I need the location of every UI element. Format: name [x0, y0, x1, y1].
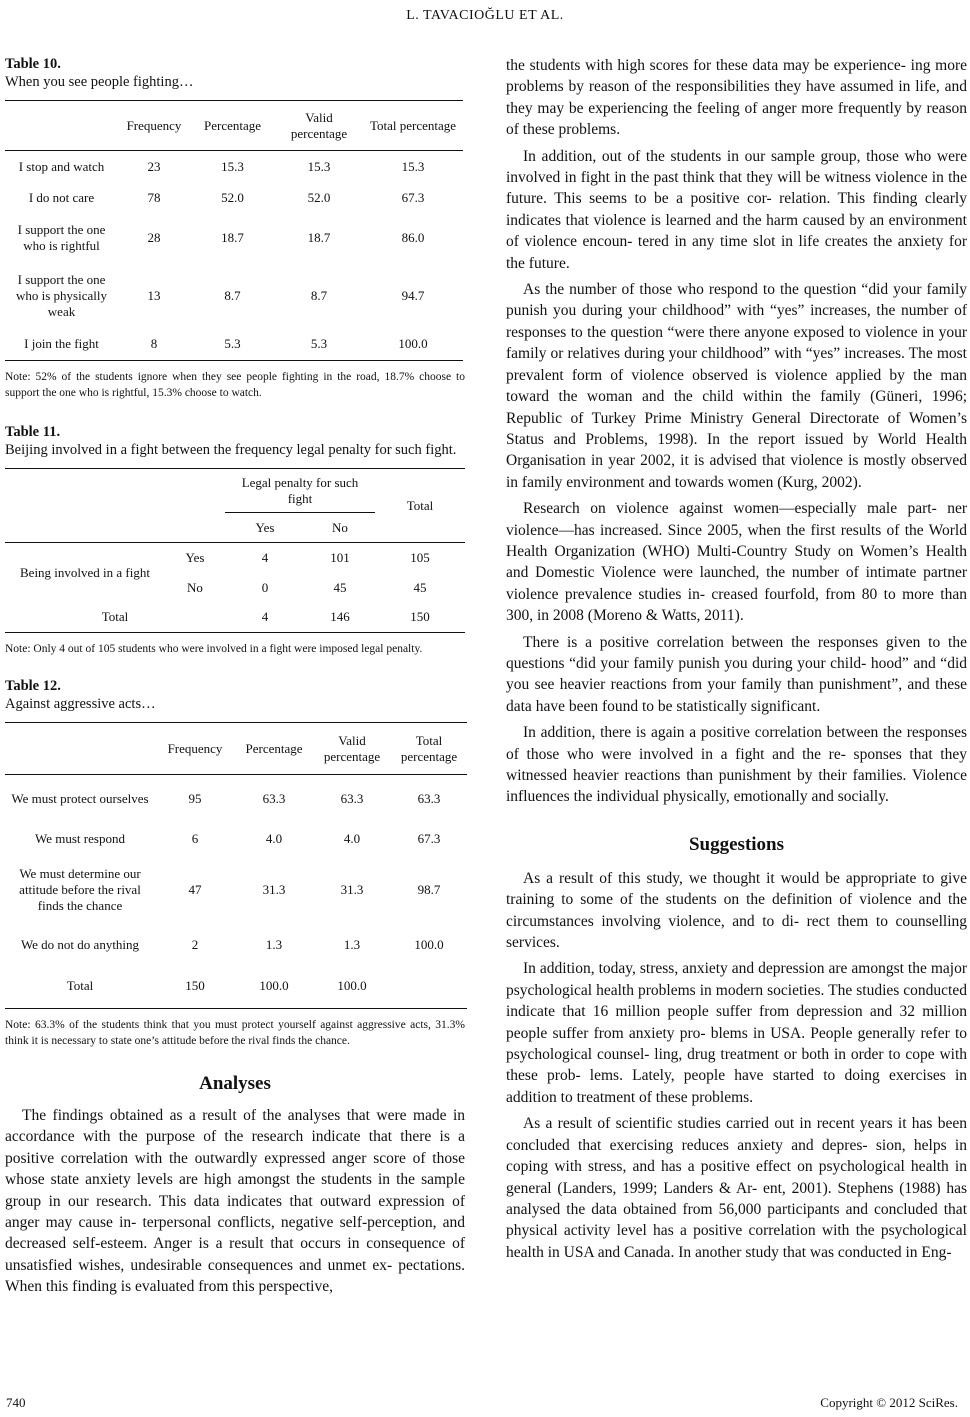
analyses-paragraph: The findings obtained as a result of the analyses that were made in accordance with the purpose of the research indicate that there is a positive correlation with the outwardly expressed anger score of those whose state anxiety levels are high amongst the students in the sample group in our research. This data indicates that outward expression of anger may cause in- terpersonal conflicts, negative self-perception, and decreased self-esteem. Anger is a result that occurs in consequence of unsatisfied wishes, undesirable consequences and unmet ex- pectations. When this finding is evaluated from this perspective,	[5, 1107, 465, 1296]
row-label: We must respond	[35, 830, 125, 846]
table-cell: 47	[188, 881, 202, 897]
table-cell: 8.7	[224, 287, 241, 303]
table-11-caption: Beijing involved in a fight between the frequency legal penalty for such fight.	[5, 442, 457, 458]
table-row	[5, 965, 467, 1009]
table-cell: 67.3	[401, 189, 425, 205]
table-cell: 105	[410, 549, 430, 565]
table-cell: 15.3	[307, 158, 331, 174]
column-header	[5, 101, 118, 151]
table-row	[5, 775, 467, 823]
copyright: Copyright © 2012 SciRes.	[820, 1395, 958, 1410]
table-cell: 8	[118, 329, 190, 361]
body-paragraph: In addition, today, stress, anxiety and depression are amongst the major psychological health problems in modern societies. The studies conducted indicate that 16 million people suffer from depression and 32 million people suffer from anxiety pro- blems in USA. People generally refer to psychological counsel- ling, drug treatment or both in order to cope with these prob- lems. Lately, people have started to doing exercises in addition to treatment of these problems.	[506, 960, 967, 1106]
row-label: Yes	[185, 549, 205, 565]
table-header-row	[5, 469, 465, 513]
body-paragraph: In addition, out of the students in our sample group, those who were involved in fight in the past think that they will be witness violence in the future. This seems to be a positive cor- relation. This finding clearly indicates that violence is learned and the harm caused by an environment of violence encoun- tered in any time slot in life creates the anxiety for the future.	[506, 147, 967, 272]
row-label: I support the one who is rightful	[17, 221, 106, 253]
table-cell	[391, 965, 467, 1009]
table-cell: 45	[413, 579, 427, 595]
table-cell: 78	[147, 189, 161, 205]
table-cell: 6	[191, 830, 199, 846]
column-header: Total percentage	[391, 723, 467, 775]
table-cell: 86.0	[401, 229, 425, 245]
row-label: Total	[5, 965, 155, 1009]
table-cell: 5.3	[275, 329, 363, 361]
body-paragraph: There is a positive correlation between the responses given to the questions “did your family punish you during your child- hood” and “did you see heavier reactions from your family than punishment”, and these data have been found to be statistically significant.	[506, 633, 967, 715]
table-cell: 150	[375, 603, 465, 633]
table-cell: 2	[191, 936, 199, 952]
table-cell: 8.7	[310, 287, 328, 303]
table-cell: 31.3	[262, 881, 286, 897]
table-cell: 15.3	[401, 158, 425, 174]
table-10	[5, 55, 465, 401]
left-column	[5, 55, 465, 1298]
table-header-row	[5, 101, 463, 151]
column-header: Frequency	[118, 101, 190, 151]
table-row	[5, 543, 465, 573]
row-label: I do not care	[28, 189, 95, 205]
table-cell: 94.7	[401, 287, 425, 303]
row-label: I join the fight	[5, 329, 118, 361]
table-cell: 52.0	[307, 189, 331, 205]
table-cell: 4.0	[343, 830, 361, 846]
row-label: We do not do anything	[20, 936, 140, 952]
table-row	[5, 263, 463, 329]
table-10-caption: When you see people fighting…	[5, 74, 194, 90]
row-label: We must determine our attitude before the rival finds the chance	[19, 865, 141, 913]
body-paragraph: As a result of this study, we thought it would be appropriate to give training to some of the students on the definition of violence and the circumstances involving violence, and to di- rect them to counselling services.	[506, 869, 967, 952]
table-cell: 18.7	[221, 229, 244, 245]
body-paragraph: the students with high scores for these data may be experience- ing more problems by reason of the responsibilities they have assumed in life, and they may be experiencing the feeling of anger more frequently by reason of these problems.	[506, 57, 967, 139]
table-cell: 95	[188, 790, 202, 806]
table-cell: 100.0	[414, 936, 444, 952]
table-cell: 1.3	[265, 936, 283, 952]
table-10-note: Note: 52% of the students ignore when they see people fighting in the road, 18.7% choose to support the one who is rightful, 15.3% choose to watch.	[5, 371, 465, 399]
table-cell: 4	[225, 603, 305, 633]
table-row	[5, 213, 463, 263]
table-row	[5, 823, 467, 855]
row-label: Total	[5, 603, 225, 633]
table-cell: 4	[261, 549, 269, 565]
table-cell: 18.7	[307, 229, 331, 245]
page-number: 740	[6, 1395, 26, 1410]
table-cell: 4.0	[265, 830, 283, 846]
table-cell: 5.3	[190, 329, 275, 361]
column-header: Valid percentage	[313, 723, 391, 775]
table-cell: 98.7	[417, 881, 441, 897]
table-row	[5, 925, 467, 965]
table-12-title: Table 12.	[5, 678, 61, 694]
column-header: Percentage	[190, 101, 275, 151]
column-header: Percentage	[235, 723, 313, 775]
body-paragraph: Research on violence against women—especially male part- ner violence—has increased. Since 2005, when the first results of the World Health Organization (WHO) Multi-Country Study on Women’s Health and Domestic Violence were launched, the number of intimate partner violence prevalence studies in- creased fourfold, from 80 to more than 300, in 2008 (Moreno & Watts, 2011).	[506, 500, 967, 625]
table-cell: 31.3	[340, 881, 364, 897]
column-header: Frequency	[155, 723, 235, 775]
table-header-row	[5, 723, 467, 775]
group-header: Legal penalty for such fight	[225, 469, 375, 513]
row-label: I stop and watch	[18, 158, 105, 174]
table-cell: 63.3	[417, 790, 441, 806]
table-row	[5, 151, 463, 183]
body-paragraph: As a result of scientific studies carried out in recent years it has been concluded that exercising reduces anxiety and depres- sion, helps in coping with stress, and has a positive effect on psychological health in general (Landers, 1999; Landers & Ar- ent, 2001). Stephens (1988) has analysed the data obtained from 56,000 participants and concluded that physical activity level has a positive correlation with the psychological health in USA and Canada. In another study that was conducted in Eng-	[506, 1115, 967, 1261]
row-group-label: Being involved in a fight	[20, 564, 150, 580]
table-11-title: Table 11.	[5, 424, 61, 440]
column-header-no: No	[305, 513, 375, 543]
body-paragraph: In addition, there is again a positive correlation between the responses of those who were involved in a fight and the re- sponses that they witnessed heavier reactions than punishment by their families. Violence influences the individual physically, emotionally and socially.	[506, 724, 967, 806]
table-cell: 100.0	[235, 965, 313, 1009]
table-cell: 1.3	[343, 936, 361, 952]
table-cell: 45	[333, 579, 347, 595]
row-label: I support the one who is physically weak	[16, 271, 107, 319]
analyses-heading: Analyses	[199, 1073, 271, 1094]
table-cell: 23	[147, 158, 161, 174]
column-header: Valid percentage	[275, 101, 363, 151]
table-cell: 100.0	[363, 329, 463, 361]
table-10-grid	[5, 100, 463, 361]
table-cell: 15.3	[221, 158, 244, 174]
table-cell: 13	[147, 287, 161, 303]
table-12	[5, 677, 465, 1049]
column-header-yes: Yes	[225, 513, 305, 543]
table-12-note: Note: 63.3% of the students think that you must protect yourself against aggressive acts, 31.3% think it is necessary to state one’s attitude before the rival finds the chance.	[5, 1019, 465, 1047]
table-row	[5, 855, 467, 925]
table-12-grid	[5, 722, 467, 1009]
row-label: We must protect ourselves	[11, 790, 149, 806]
table-12-caption: Against aggressive acts…	[5, 696, 156, 712]
table-row	[5, 329, 463, 361]
table-cell: 63.3	[340, 790, 364, 806]
table-cell: 150	[155, 965, 235, 1009]
table-cell: 63.3	[262, 790, 286, 806]
running-head: L. TAVACIOĞLU ET AL.	[406, 8, 564, 23]
table-10-title: Table 10.	[5, 56, 61, 72]
table-row	[5, 603, 465, 633]
table-11	[5, 423, 465, 657]
table-row	[5, 183, 463, 213]
table-cell: 100.0	[313, 965, 391, 1009]
table-cell: 28	[147, 229, 161, 245]
table-cell: 146	[305, 603, 375, 633]
body-paragraph: As the number of those who respond to the question “did your family punish you during your childhood” with “yes” increases, the number of responses to the question “were there anyone exposed to violence in your family or relatives during your childhood” with “yes” increases. The most prevalent form of violence observed is violence applied by the man toward the woman and the child within the family (Güneri, 1996; Republic of Turkey Prime Ministry General Directorate of Women’s Status and Problems, 1998). In the report issued by World Health Organisation in year 2002, it is advised that violence is mostly observed in family environment and towards women (Kurg, 2002).	[506, 281, 967, 491]
table-cell: 67.3	[417, 830, 441, 846]
table-11-note: Note: Only 4 out of 105 students who were involved in a fight were imposed legal penalty.	[5, 643, 423, 655]
column-header-total: Total	[375, 469, 465, 543]
suggestions-heading: Suggestions	[688, 833, 785, 855]
column-header	[5, 723, 155, 775]
table-cell: 52.0	[221, 189, 244, 205]
table-cell: 0	[261, 579, 269, 595]
table-11-grid	[5, 468, 465, 633]
column-header: Total percentage	[363, 101, 463, 151]
right-column	[506, 55, 967, 1263]
row-label: No	[187, 579, 203, 595]
table-cell: 101	[330, 549, 350, 565]
